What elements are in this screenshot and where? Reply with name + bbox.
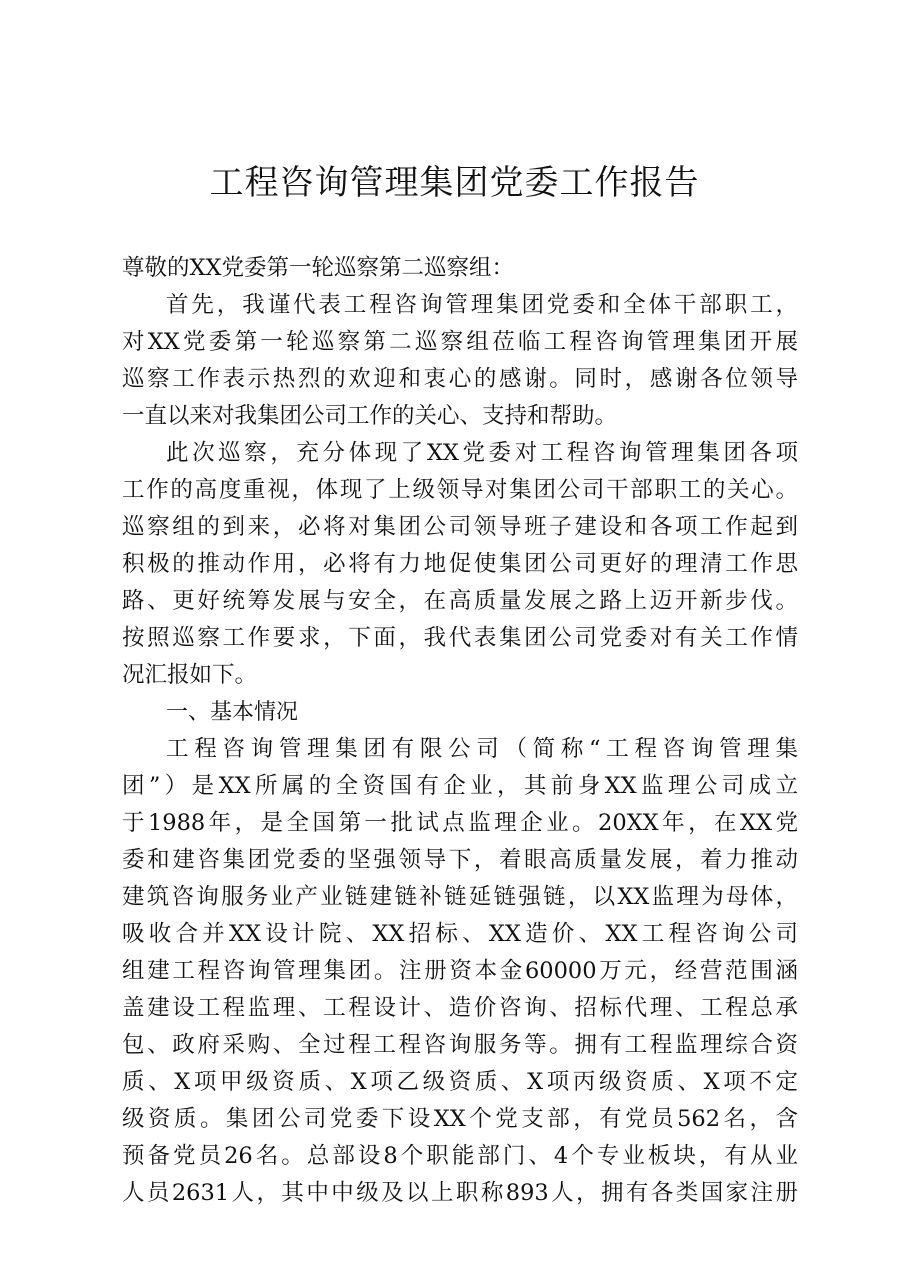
paragraph-line: 一直以来对我集团公司工作的关心、支持和帮助。 <box>122 403 618 429</box>
paragraph-line: 质、X项甲级资质、X项乙级资质、X项丙级资质、X项不定 <box>122 1069 798 1095</box>
paragraph-line: 组建工程咨询管理集团。注册资本金60000万元，经营范围涵 <box>122 958 798 984</box>
paragraph-line: 委和建咨集团党委的坚强领导下，着眼高质量发展，着力推动 <box>122 847 798 873</box>
paragraph-line: 巡察组的到来，必将对集团公司领导班子建设和各项工作起到 <box>122 514 798 540</box>
paragraph-line: 包、政府采购、全过程工程咨询服务等。拥有工程监理综合资 <box>122 1032 798 1058</box>
section-heading: 一、基本情况 <box>166 700 299 725</box>
paragraph-line: 级资质。集团公司党委下设XX个党支部，有党员562名，含 <box>122 1106 798 1132</box>
paragraph-line: 工程咨询管理集团有限公司（简称“工程咨询管理集 <box>166 736 798 762</box>
paragraph-line: 积极的推动作用，必将有力地促使集团公司更好的理清工作思 <box>122 551 798 577</box>
paragraph-line: 预备党员26名。总部设8个职能部门、4个专业板块，有从业 <box>122 1143 798 1169</box>
paragraph-basic-info <box>122 731 798 1212</box>
paragraph-line: 于1988年，是全国第一批试点监理企业。20XX年，在XX党 <box>122 810 798 836</box>
paragraph-line: 建筑咨询服务业产业链建链补链延链强链，以XX监理为母体， <box>122 884 798 910</box>
paragraph-line: 吸收合并XX设计院、XX招标、XX造价、XX工程咨询公司 <box>122 921 798 947</box>
paragraph-line: 路、更好统筹发展与安全，在高质量发展之路上迈开新步伐。 <box>122 588 798 614</box>
paragraph-line: 按照巡察工作要求，下面，我代表集团公司党委对有关工作情 <box>122 625 798 651</box>
paragraph-line: 首先，我谨代表工程咨询管理集团党委和全体干部职工， <box>166 292 798 318</box>
document-body <box>122 250 798 1212</box>
paragraph-line: 工作的高度重视，体现了上级领导对集团公司干部职工的关心。 <box>122 477 798 503</box>
paragraph-line: 团”）是XX所属的全资国有企业，其前身XX监理公司成立 <box>122 773 798 799</box>
paragraph-line: 巡察工作表示热烈的欢迎和衷心的感谢。同时，感谢各位领导 <box>122 366 798 392</box>
paragraph-line: 盖建设工程监理、工程设计、造价咨询、招标代理、工程总承 <box>122 995 798 1021</box>
paragraph-line: 人员2631人，其中中级及以上职称893人，拥有各类国家注册 <box>122 1180 798 1206</box>
paragraph-line: 对XX党委第一轮巡察第二巡察组莅临工程咨询管理集团开展 <box>122 329 798 355</box>
salutation: 尊敬的XX党委第一轮巡察第二巡察组： <box>122 255 515 281</box>
paragraph-line: 此次巡察，充分体现了XX党委对工程咨询管理集团各项 <box>166 440 798 466</box>
document-title: 工程咨询管理集团党委工作报告 <box>209 163 700 203</box>
paragraph-line: 况汇报如下。 <box>122 662 258 688</box>
paragraph-inspection <box>122 435 798 694</box>
paragraph-opening <box>122 287 798 435</box>
